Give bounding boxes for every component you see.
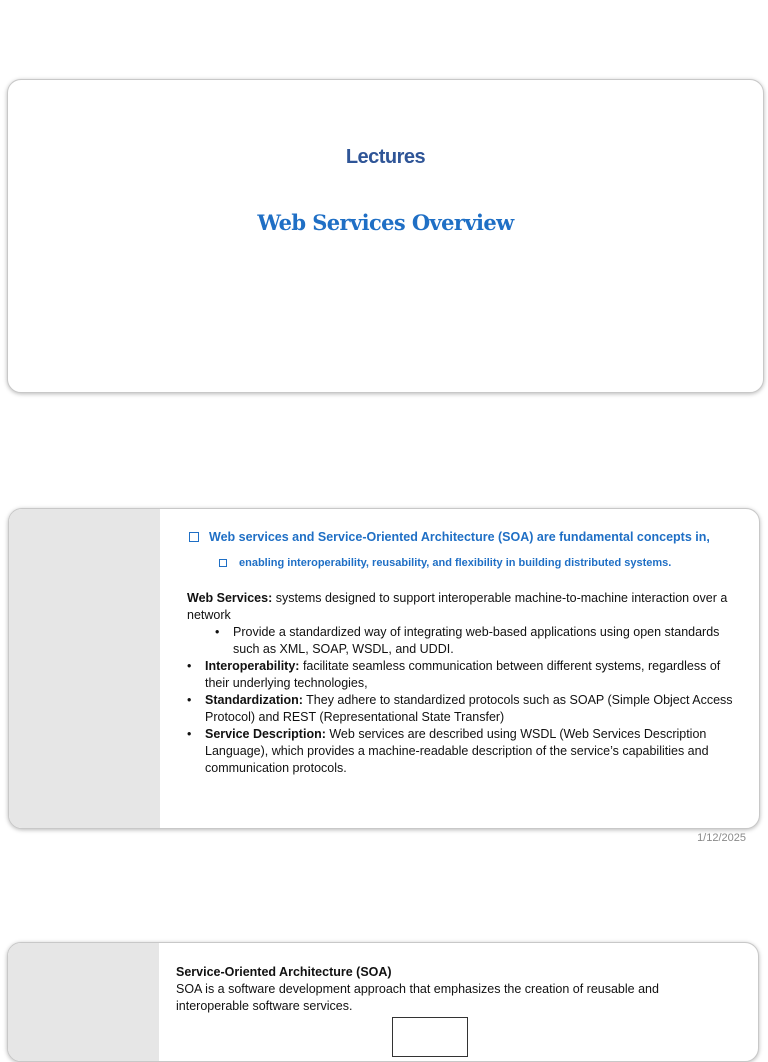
slide-content [187, 529, 745, 777]
bullet-text: They adhere to standardized protocols such as SOAP (Simple Object Access Protocol) and REST (Representational State Transfer) [205, 693, 733, 724]
title-slide [7, 79, 764, 393]
soa-slide [7, 942, 759, 1062]
bullet-standardization [187, 692, 745, 726]
definition-text: systems designed to support interoperable machine-to-machine interaction over a network [187, 591, 728, 622]
slide-content [176, 964, 728, 1015]
bullet-label: Standardization: [205, 693, 303, 707]
bullet-text: Web services are described using WSDL (Web Services Description Language), which provides a machine-readable description of the service’s capabilities and communication protocols. [205, 727, 709, 775]
sub-bullet-list [187, 624, 745, 658]
lead-sub-bullet [217, 555, 745, 572]
slide-date: 1/12/2025 [697, 832, 746, 844]
lead-bullet-text: Web services and Service-Oriented Architecture (SOA) are fundamental concepts in, [209, 530, 710, 544]
slide-subtitle: Web Services Overview [257, 210, 514, 235]
bullet-label: Service Description: [205, 727, 326, 741]
diagram-box [392, 1017, 468, 1057]
slide-sidebar [8, 943, 159, 1061]
bullet-interoperability [187, 658, 745, 692]
lead-bullet [187, 529, 745, 546]
bullet-text: facilitate seamless communication between different systems, regardless of their underlying technologies, [205, 659, 721, 690]
bullet-label: Interoperability: [205, 659, 300, 673]
square-bullet-icon [219, 559, 227, 567]
soa-heading: Service-Oriented Architecture (SOA) [176, 965, 392, 979]
sub-bullet-item: • Provide a standardized way of integrating web-based applications using open standards such as XML, SOAP, WSDL, and UDDI. [215, 624, 745, 658]
bullet-service-description [187, 726, 745, 777]
definition-label: Web Services: [187, 591, 273, 605]
feature-bullet-list [187, 658, 745, 777]
square-bullet-icon [189, 532, 199, 542]
web-services-definition [187, 590, 745, 624]
slide-sidebar [9, 509, 160, 828]
lead-sub-bullet-text: enabling interoperability, reusability, and flexibility in building distributed systems. [239, 557, 672, 569]
slide-title: Lectures [345, 146, 426, 168]
web-services-slide [8, 508, 760, 829]
soa-description: SOA is a software development approach that emphasizes the creation of reusable and interoperable software services. [176, 982, 659, 1013]
